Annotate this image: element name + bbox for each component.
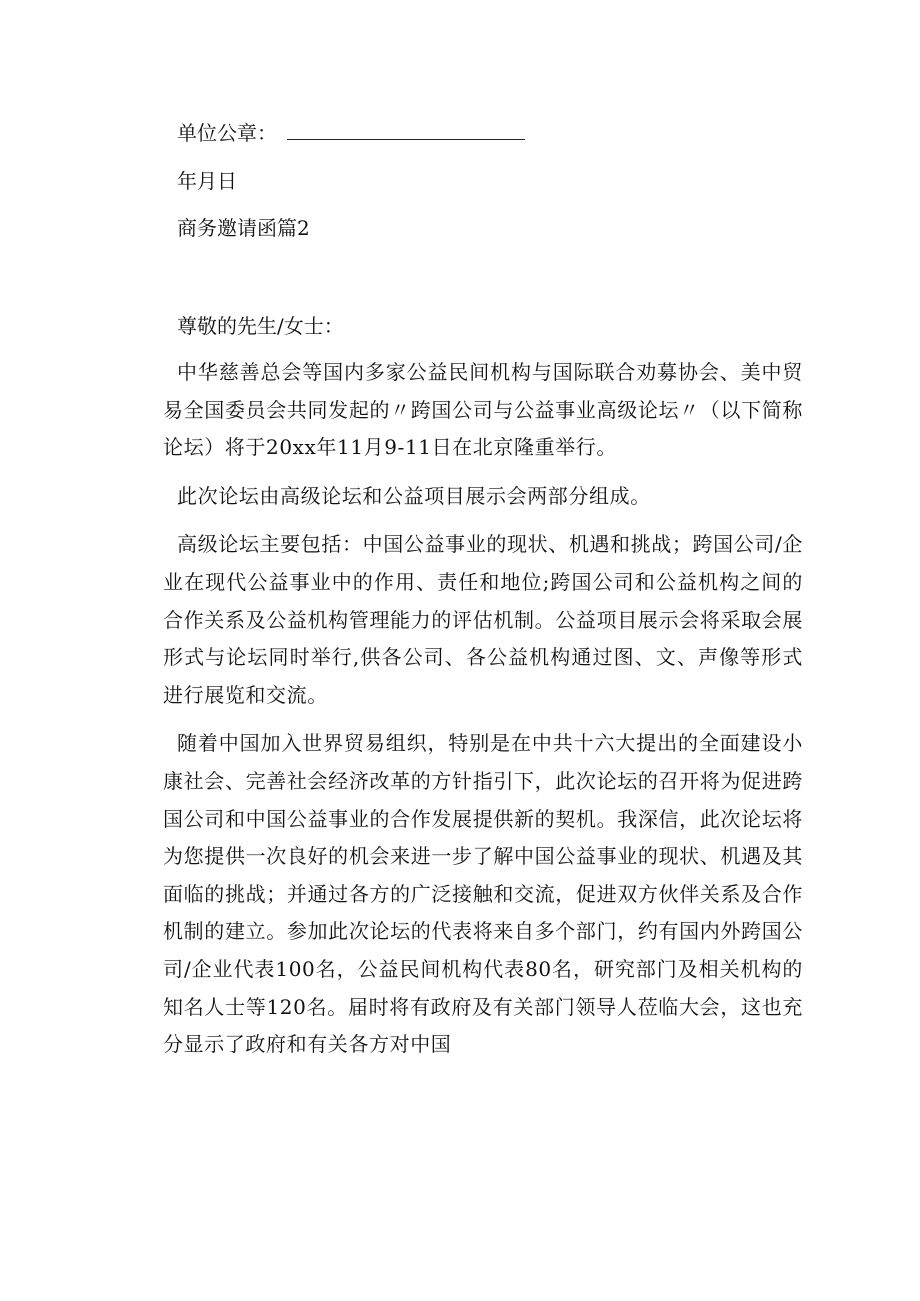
seal-blank-underline (287, 125, 525, 140)
section-title: 商务邀请函篇2 (177, 216, 310, 240)
seal-label: 单位公章： (177, 121, 277, 145)
paragraph: 高级论坛主要包括：中国公益事业的现状、机遇和挑战；跨国公司/企业在现代公益事业中的作用、责任和地位;跨国公司和公益机构之间的合作关系及公益机构管理能力的评估机制。公益项目展示会将采取会展形式与论坛同时举行,供各公司、各公益机构通过图、文、声像等形式进行展览和交流。 (163, 532, 803, 707)
paragraph: 随着中国加入世界贸易组织，特别是在中共十六大提出的全面建设小康社会、完善社会经济改革的方针指引下，此次论坛的召开将为促进跨国公司和中国公益事业的合作发展提供新的契机。我深信，此次论坛将为您提供一次良好的机会来进一步了解中国公益事业的现状、机遇及其面临的挑战；并通过各方的广泛接触和交流，促进双方伙伴关系及合作机制的建立。参加此次论坛的代表将来自多个部门，约有国内外跨国公司/企业代表100名，公益民间机构代表80名，研究部门及相关机构的知名人士等120名。届时将有政府及有关部门领导人莅临大会，这也充分显示了政府和有关各方对中国 (163, 731, 803, 1057)
paragraph: 此次论坛由高级论坛和公益项目展示会两部分组成。 (177, 483, 651, 508)
paragraph: 中华慈善总会等国内多家公益民间机构与国际联合劝募协会、美中贸易全国委员会共同发起的〃跨国公司与公益事业高级论坛〃（以下简称论坛）将于20xx年11月9-11日在北京隆重举行。 (163, 360, 803, 460)
salutation: 尊敬的先生/女士： (177, 314, 344, 338)
letter-body (163, 354, 803, 1075)
seal-line (177, 121, 525, 145)
date-line: 年月日 (177, 169, 237, 193)
